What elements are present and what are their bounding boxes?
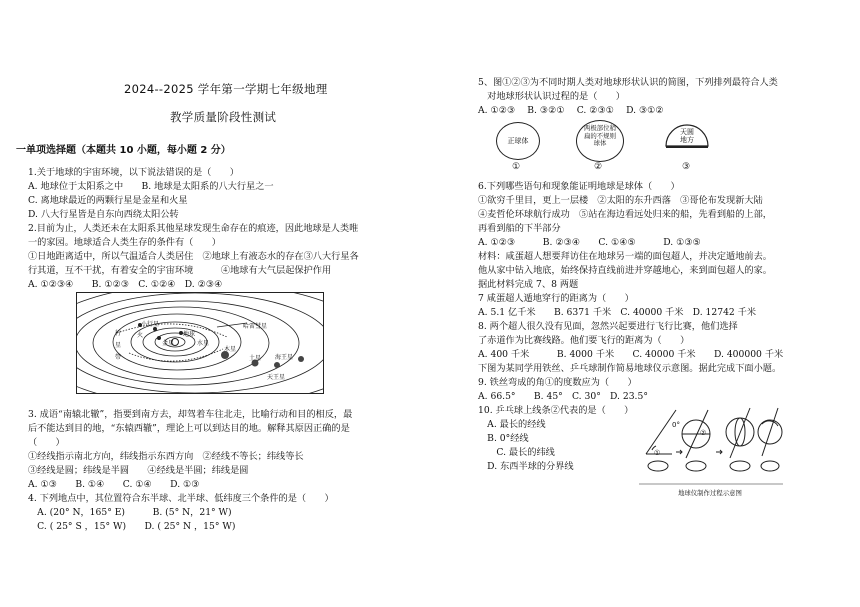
q6-options: A. ①②③ B. ②③④ C. ①④⑤ D. ①③⑤ <box>478 237 701 248</box>
q6-statement-1: ①欲穷千里目，更上一层楼 ②太阳的东升西落 ③哥伦布发现新大陆 <box>478 195 763 206</box>
q10-option-d: D. 东西半球的分界线 <box>478 461 574 472</box>
q5-stem-1: 5、图①②③为不同时期人类对地球形状认识的简图，下列排列最符合人类 <box>478 77 778 88</box>
material-line-2: 他从家中钻入地底，始终保持直线前进并穿越地心，来到面包超人的家。 <box>478 265 772 276</box>
q9-10-intro: 下图为某同学用铁丝、乒乓球制作简易地球仪示意图。据此完成下面小题。 <box>478 363 782 374</box>
globe-figure-caption: 地球仪制作过程示意图 <box>678 489 742 497</box>
q2-stem-1: 2.目前为止，人类还未在太阳系其他星球发现生命存在的痕迹，因此地球是人类唯 <box>28 223 359 234</box>
q3-statement-2: ③经线是圆；纬线是半圆 ④经线是半圆；纬线是圆 <box>28 465 249 476</box>
globe-making-figure <box>638 396 784 496</box>
q4-options-cd: C. ( 25° S ，15° W) D. ( 25° N ，15° W) <box>28 521 236 532</box>
q8-stem-2: 了赤道作为比赛线路。他们要飞行的距离为（ ） <box>478 335 690 346</box>
label-mercury: 水星 <box>197 340 210 347</box>
oblate-sphere-shape <box>576 120 624 162</box>
q10-stem: 10. 乒乓球上线条②代表的是（ ） <box>478 405 634 416</box>
label-halley-comet: 哈雷彗星 <box>243 323 268 330</box>
q9-options: A. 66.5° B. 45° C. 30° D. 23.5° <box>478 391 648 402</box>
angle-number-1: ① <box>654 449 661 457</box>
earth-square-label: 地方 <box>680 136 694 144</box>
q4-stem: 4. 下列地点中，其位置符合东半球、北半球、低纬度三个条件的是（ ） <box>28 493 334 504</box>
q2-options: A. ①②③④ B. ①②③ C. ①②④ D. ②③④ <box>28 279 223 290</box>
q5-options: A. ①②③ B. ③②① C. ②③① D. ③①② <box>478 105 664 116</box>
q3-stem-2: 后不能达到目的地，“东辕西辙”，理论上可以到达目的地。解释其原因正确的是 <box>28 423 350 434</box>
line-number-2: ② <box>700 429 707 437</box>
label-earth: 地球 <box>183 331 196 338</box>
q5-stem-2: 对地球形状认识过程的是（ ） <box>478 91 625 102</box>
q3-options: A. ①③ B. ①④ C. ①④ D. ①③ <box>28 479 200 490</box>
q1-option-c: C. 离地球最近的两颗行星是金星和火星 <box>28 195 188 206</box>
label-dai: 带 <box>115 354 122 361</box>
q1-option-d: D. 八大行星皆是自东向西绕太阳公转 <box>28 209 179 220</box>
zero-degree-label: 0° <box>672 421 680 429</box>
sphere-label: 正球体 <box>507 137 529 145</box>
sphere-shape <box>496 122 540 160</box>
label-saturn: 土星 <box>249 355 262 362</box>
q6-statement-2: ④麦哲伦环球航行成功 ⑤站在海边看远处归来的船，先看到船的上部， <box>478 209 772 220</box>
q6-statement-3: 再看到船的下半部分 <box>478 223 561 234</box>
q4-options-ab: A. (20° N，165° E) B. (5° N，21° W) <box>28 507 232 518</box>
q10-option-a: A. 最长的经线 <box>478 419 546 430</box>
label-xing2: 星 <box>115 342 122 349</box>
label-jupiter: 木星 <box>224 346 237 353</box>
q3-stem-3: （ ） <box>28 437 65 448</box>
material-line-3: 据此材料完成 7、8 两题 <box>478 279 579 290</box>
label-xing: 行 <box>115 330 122 337</box>
q7-stem: 7 咸蛋超人遁地穿行的距离为（ ） <box>478 293 634 304</box>
q2-statement-2: 行其道，互不干扰，有着安全的宇宙环境 ④地球有大气层起保护作用 <box>28 265 332 276</box>
label-uranus: 天王星 <box>267 374 286 381</box>
q1-option-ab: A. 地球位于太阳系之中 B. 地球是太阳系的八大行星之一 <box>28 181 274 192</box>
exam-title: 2024--2025 学年第一学期七年级地理 <box>124 82 328 96</box>
heaven-round-label: 天圆 <box>680 128 694 136</box>
label-venus: 金星 <box>162 340 175 347</box>
section-heading: 一单项选择题（本题共 10 小题，每小题 2 分） <box>16 145 231 156</box>
q3-stem-1: 3. 成语“南辕北辙”，指要到南方去，却驾着车往北走，比喻行动和目的相反，最 <box>28 409 353 420</box>
material-line-1: 材料：咸蛋超人想要拜访住在地球另一端的面包超人，并决定遁地前去。 <box>478 251 772 262</box>
q10-option-b: B. 0°经线 <box>478 433 529 444</box>
q3-statement-1: ①经线指示南北方向，纬线指示东西方向 ②经线不等长；纬线等长 <box>28 451 304 462</box>
exam-subtitle: 教学质量阶段性测试 <box>170 110 277 124</box>
q6-stem: 6.下列哪些语句和现象能证明地球是球体（ ） <box>478 181 680 192</box>
shape-number-3: ③ <box>682 161 691 172</box>
shape-number-1: ① <box>512 161 521 172</box>
oblate-sphere-label: 两极部位稍扁的不规则球体 <box>584 124 616 148</box>
q9-stem: 9. 铁丝弯成的角①的度数应为（ ） <box>478 377 637 388</box>
solar-system-figure <box>76 292 324 394</box>
q2-stem-2: 一的家园。地球适合人类生存的条件有（ ） <box>28 237 221 248</box>
q7-options: A. 5.1 亿千米 B. 6371 千米 C. 40000 千米 D. 12742 千米 <box>478 307 757 318</box>
label-neptune: 海王星 <box>275 354 294 361</box>
label-asteroid-belt: 小行星 <box>141 321 160 328</box>
q1-stem: 1.关于地球的宇宙环境，以下说法错误的是（ ） <box>28 167 239 178</box>
q8-options: A. 400 千米 B. 4000 千米 C. 40000 千米 D. 400000 千米 <box>478 349 784 360</box>
q5-figure <box>496 120 716 172</box>
q10-option-c: C. 最长的纬线 <box>478 447 555 458</box>
q2-statement-1: ①日地距离适中，所以气温适合人类居住 ②地球上有液态水的存在③八大行星各 <box>28 251 359 262</box>
label-mars: 火 <box>137 332 144 339</box>
q8-stem-1: 8. 两个超人很久没有见面，忽然兴起要进行飞行比赛，他们选择 <box>478 321 738 332</box>
shape-number-2: ② <box>594 161 603 172</box>
heaven-round-earth-square-shape <box>664 122 710 156</box>
